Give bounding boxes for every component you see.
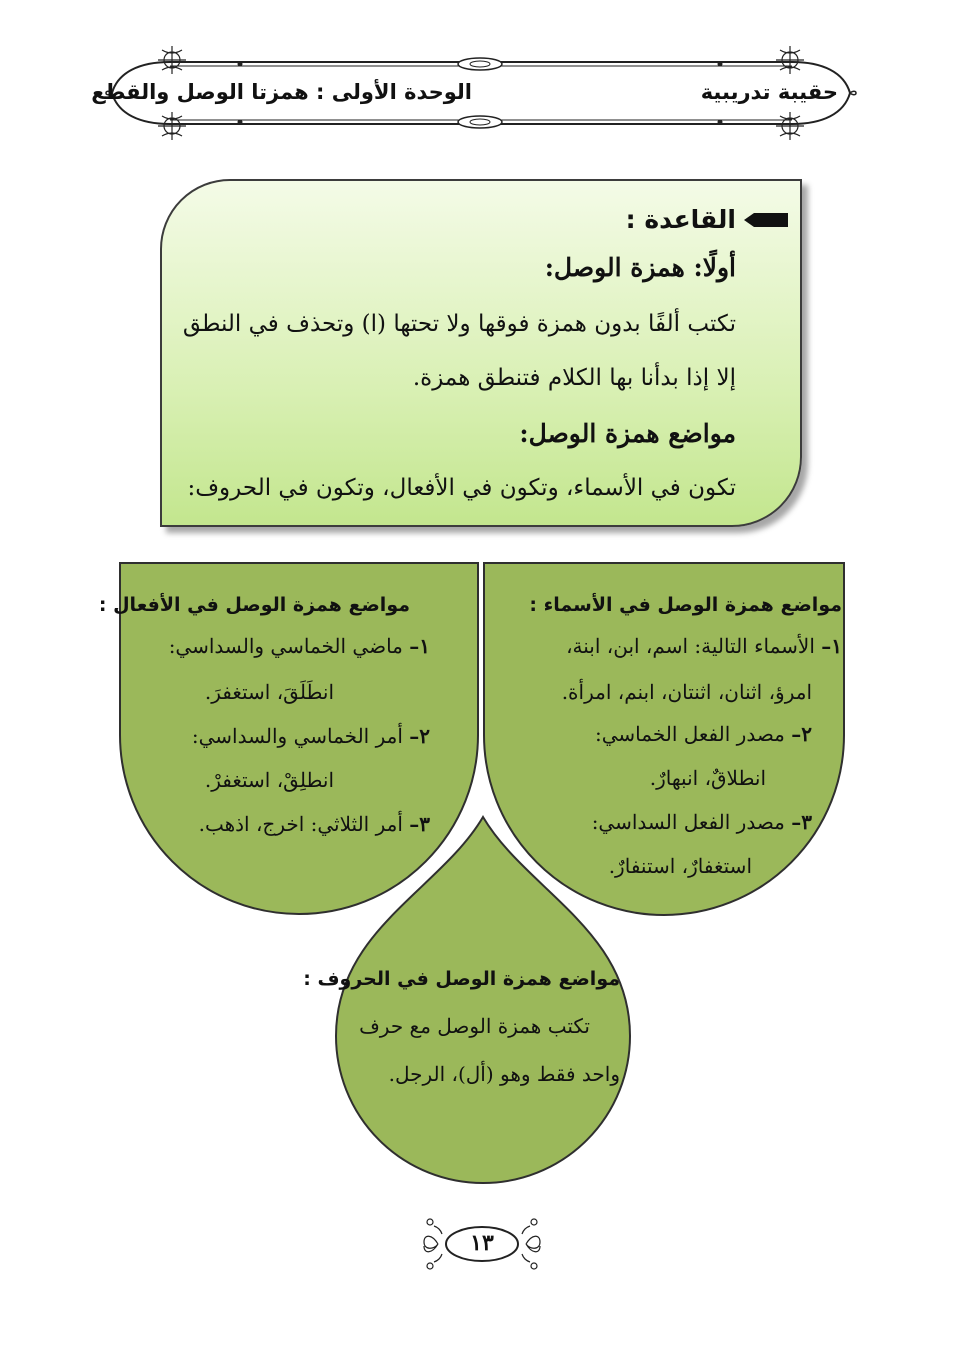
page-number: ١٣ (470, 1230, 494, 1256)
letters-line-2: واحد فقط وهو (أل)، الرجل. (388, 1062, 620, 1086)
nouns-item-3 (592, 810, 812, 834)
nouns-item-3-examples: استغفارٌ، استنفارٌ. (608, 854, 752, 878)
header-unit-title: الوحدة الأولى : همزتا الوصل والقطع (91, 80, 472, 104)
nouns-title: مواضع همزة الوصل في الأسماء : (529, 594, 842, 616)
verbs-item-2 (192, 724, 430, 748)
nouns-item-3-text: مصدر الفعل السداسي: (591, 810, 785, 834)
nouns-item-3-number: ٣– (791, 810, 812, 834)
verbs-item-1-text: ماضي الخماسي والسداسي: (168, 634, 403, 658)
verbs-item-2-examples: انطلِقْ، استغفرْ. (204, 768, 334, 792)
verbs-item-1-examples: انطَلَقَ، استغفرَ. (204, 680, 334, 704)
rule-subheading-positions: مواضع همزة الوصل: (519, 419, 736, 448)
verbs-item-2-text: أمر الخماسي والسداسي: (191, 724, 403, 748)
nouns-item-1-continued: امرؤ، اثنان، اثنتان، ابنم، امرأة. (561, 680, 812, 704)
nouns-item-2 (595, 722, 812, 746)
nouns-item-2-text: مصدر الفعل الخماسي: (595, 722, 785, 746)
nouns-item-2-examples: انطلاقٌ، انبهارٌ. (649, 766, 766, 790)
verbs-item-1 (169, 634, 430, 658)
verbs-item-1-number: ١– (409, 634, 430, 658)
verbs-item-3-text: أمر الثلاثي: اخرج، اذهب. (198, 812, 403, 836)
rule-paragraph-line3: تكون في الأسماء، وتكون في الأفعال، وتكون في الحروف: (187, 475, 736, 501)
nouns-item-1-text: الأسماء التالية: اسم، ابن، ابنة، (566, 634, 815, 658)
verbs-item-2-number: ٢– (409, 724, 430, 748)
letters-line-1: تكتب همزة الوصل مع حرف (359, 1014, 590, 1038)
verbs-title: مواضع همزة الوصل في الأفعال : (98, 594, 410, 616)
nouns-item-1 (566, 634, 842, 658)
rule-paragraph-line2: إلا إذا بدأنا بها الكلام فتنطق همزة. (412, 365, 736, 391)
nouns-item-1-number: ١– (821, 634, 842, 658)
header-title: حقيبة تدريبية (700, 80, 838, 104)
verbs-item-3-number: ٣– (409, 812, 430, 836)
verbs-item-3 (199, 812, 430, 836)
rule-heading: القاعدة : (625, 205, 736, 234)
nouns-item-2-number: ٢– (791, 722, 812, 746)
letters-title: مواضع همزة الوصل في الحروف : (303, 968, 620, 990)
rule-paragraph-line1: تكتب ألفًا بدون همزة فوقها ولا تحتها (ا) وتحذف في النطق (182, 311, 736, 337)
rule-subheading-first: أولًا: همزة الوصل: (544, 253, 736, 282)
